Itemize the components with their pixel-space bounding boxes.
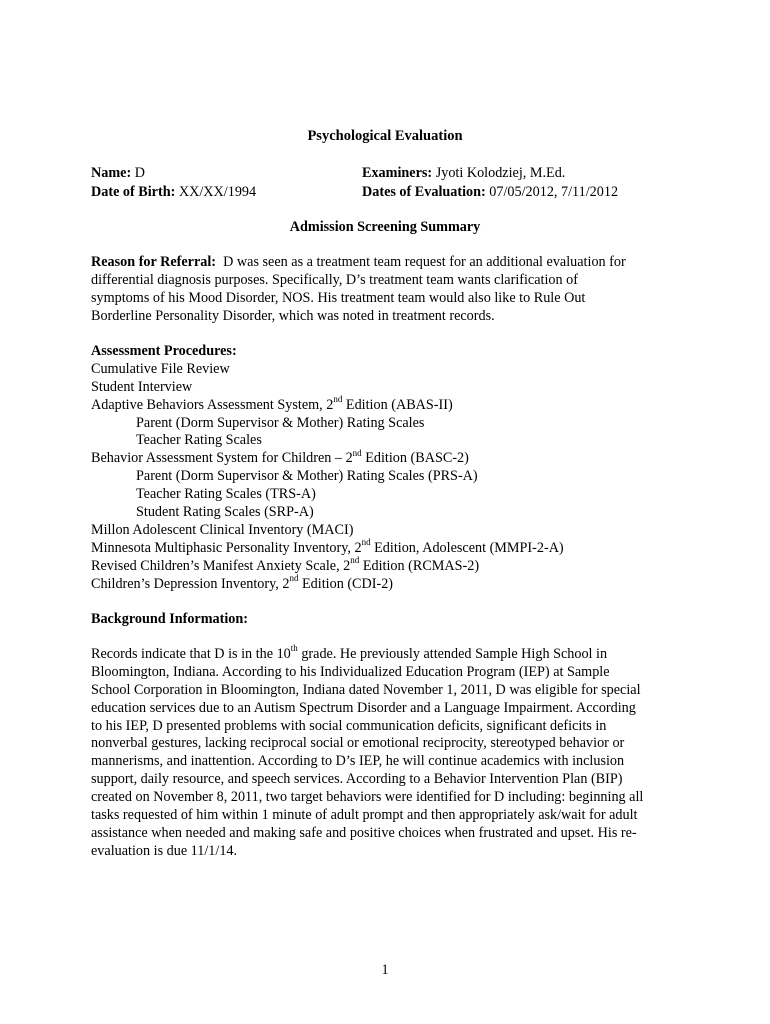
referral-line: Borderline Personality Disorder, which was noted in treatment records.: [91, 308, 495, 324]
procedure-item: [91, 415, 711, 433]
background-body: [91, 643, 701, 861]
procedure-item: [91, 468, 711, 486]
referral-line: differential diagnosis purposes. Specifically, D’s treatment team wants clarification of: [91, 272, 578, 288]
procedures-heading: Assessment Procedures:: [91, 343, 237, 359]
procedure-item-superscript: nd: [350, 554, 360, 565]
dob-value: XX/XX/1994: [178, 184, 257, 200]
background-line-text: support, daily resource, and speech services. According to a Behavior Intervention Plan (BIP): [91, 771, 623, 788]
procedure-item-text: Millon Adolescent Clinical Inventory (MACI): [91, 521, 354, 538]
name-value: D: [134, 165, 145, 181]
procedure-item-text: Behavior Assessment System for Children – 2: [91, 450, 353, 467]
referral-label: Reason for Referral:: [91, 254, 217, 270]
page-number: 1: [381, 962, 389, 978]
procedure-item-superscript: nd: [289, 572, 299, 583]
procedure-item: [91, 572, 711, 594]
section-subtitle: Admission Screening Summary: [289, 219, 481, 235]
background-line: [91, 753, 701, 771]
examiners-label: Examiners:: [362, 165, 433, 181]
procedure-item: [91, 432, 711, 450]
procedure-item-text-continued: Edition, Adolescent (MMPI-2-A): [370, 539, 564, 556]
procedure-list: [91, 361, 711, 594]
referral-text: D was seen as a treatment team request for an additional evaluation for: [223, 254, 626, 270]
procedure-item-text-continued: Edition (CDI-2): [298, 575, 394, 592]
background-line: [91, 789, 701, 807]
dates-label: Dates of Evaluation:: [362, 184, 486, 200]
referral-line: [91, 253, 691, 271]
background-line: [91, 700, 701, 718]
background-line-superscript: th: [290, 643, 298, 654]
name-field: [91, 164, 145, 183]
background-line-text: evaluation is due 11/1/14.: [91, 842, 238, 859]
background-line: [91, 718, 701, 736]
background-line: [91, 643, 701, 664]
dates-field: [362, 183, 618, 202]
procedure-item: [91, 361, 711, 379]
document-title: Psychological Evaluation: [307, 128, 463, 144]
background-line-text: tasks requested of him within 1 minute of adult prompt and then appropriately ask/wait for adult: [91, 807, 638, 824]
dob-label: Date of Birth:: [91, 184, 176, 200]
header-row-1: [91, 164, 711, 183]
dates-value: 07/05/2012, 7/11/2012: [489, 184, 619, 200]
background-line-text: education services due to an Autism Spectrum Disorder and a Language Impairment. According: [91, 699, 636, 716]
procedure-item-text: Children’s Depression Inventory, 2: [91, 575, 290, 592]
procedure-item-text: Adaptive Behaviors Assessment System, 2: [91, 396, 334, 413]
background-line: [91, 664, 701, 682]
procedure-item-superscript: nd: [333, 393, 343, 404]
procedure-item: [91, 554, 711, 576]
referral-line: symptoms of his Mood Disorder, NOS. His treatment team would also like to Rule Out: [91, 290, 586, 306]
background-line-text: nonverbal gestures, lacking reciprocal social or emotional reciprocity, stereotyped behavior or: [91, 735, 625, 752]
procedure-item-text: Parent (Dorm Supervisor & Mother) Rating Scales (PRS-A): [136, 468, 478, 485]
background-line: [91, 735, 701, 753]
examiners-value: Jyoti Kolodziej, M.Ed.: [435, 165, 566, 181]
background-heading: Background Information:: [91, 611, 249, 627]
background-line: [91, 807, 701, 825]
name-label: Name:: [91, 165, 132, 181]
procedure-item: [91, 504, 711, 522]
background-line-text: School Corporation in Bloomington, Indiana dated November 1, 2011, D was eligible for special: [91, 681, 641, 698]
procedure-item-text: Revised Children’s Manifest Anxiety Scale, 2: [91, 557, 351, 574]
procedure-item-superscript: nd: [361, 537, 371, 548]
header-info: [91, 164, 711, 202]
procedure-item-text: Minnesota Multiphasic Personality Inventory, 2: [91, 539, 362, 556]
procedure-item-text-continued: Edition (ABAS-II): [342, 396, 453, 413]
background-line-text: Bloomington, Indiana. According to his Individualized Education Program (IEP) at Sample: [91, 663, 610, 680]
background-line: [91, 682, 701, 700]
procedure-item: [91, 379, 711, 397]
header-row-2: [91, 183, 711, 202]
referral-section: [91, 253, 691, 325]
procedure-item-superscript: nd: [352, 447, 362, 458]
procedure-item-text: Teacher Rating Scales (TRS-A): [136, 486, 316, 503]
background-line: [91, 825, 701, 843]
procedure-item: [91, 393, 711, 415]
procedure-item-text: Teacher Rating Scales: [136, 432, 262, 449]
background-line-text: to his IEP, D presented problems with social communication deficits, significant deficits in: [91, 717, 607, 734]
background-line-text: assistance when needed and making safe and positive choices when frustrated and upset. His re-: [91, 824, 637, 841]
background-line-text-continued: grade. He previously attended Sample High School in: [297, 646, 608, 662]
background-line-text: mannerisms, and inattention. According to D’s IEP, he will continue academics with inclusion: [91, 753, 625, 770]
procedure-item-text-continued: Edition (BASC-2): [361, 450, 469, 467]
procedure-item-text-continued: Edition (RCMAS-2): [359, 557, 480, 574]
examiners-field: [362, 164, 565, 183]
dob-field: [91, 183, 256, 202]
procedure-item: [91, 447, 711, 468]
background-line-text: Records indicate that D is in the 10: [91, 646, 291, 662]
procedure-item: [91, 537, 711, 558]
procedure-item-text: Student Interview: [91, 378, 193, 395]
procedure-item-text: Student Rating Scales (SRP-A): [136, 504, 314, 521]
background-line: [91, 843, 701, 861]
procedure-item-text: Cumulative File Review: [91, 360, 230, 377]
procedures-section: [91, 343, 711, 593]
background-line-text: created on November 8, 2011, two target behaviors were identified for D including: beginning all: [91, 789, 644, 806]
procedure-item: [91, 486, 711, 504]
procedure-item-text: Parent (Dorm Supervisor & Mother) Rating Scales: [136, 414, 425, 431]
procedure-item: [91, 522, 711, 540]
background-line: [91, 771, 701, 789]
